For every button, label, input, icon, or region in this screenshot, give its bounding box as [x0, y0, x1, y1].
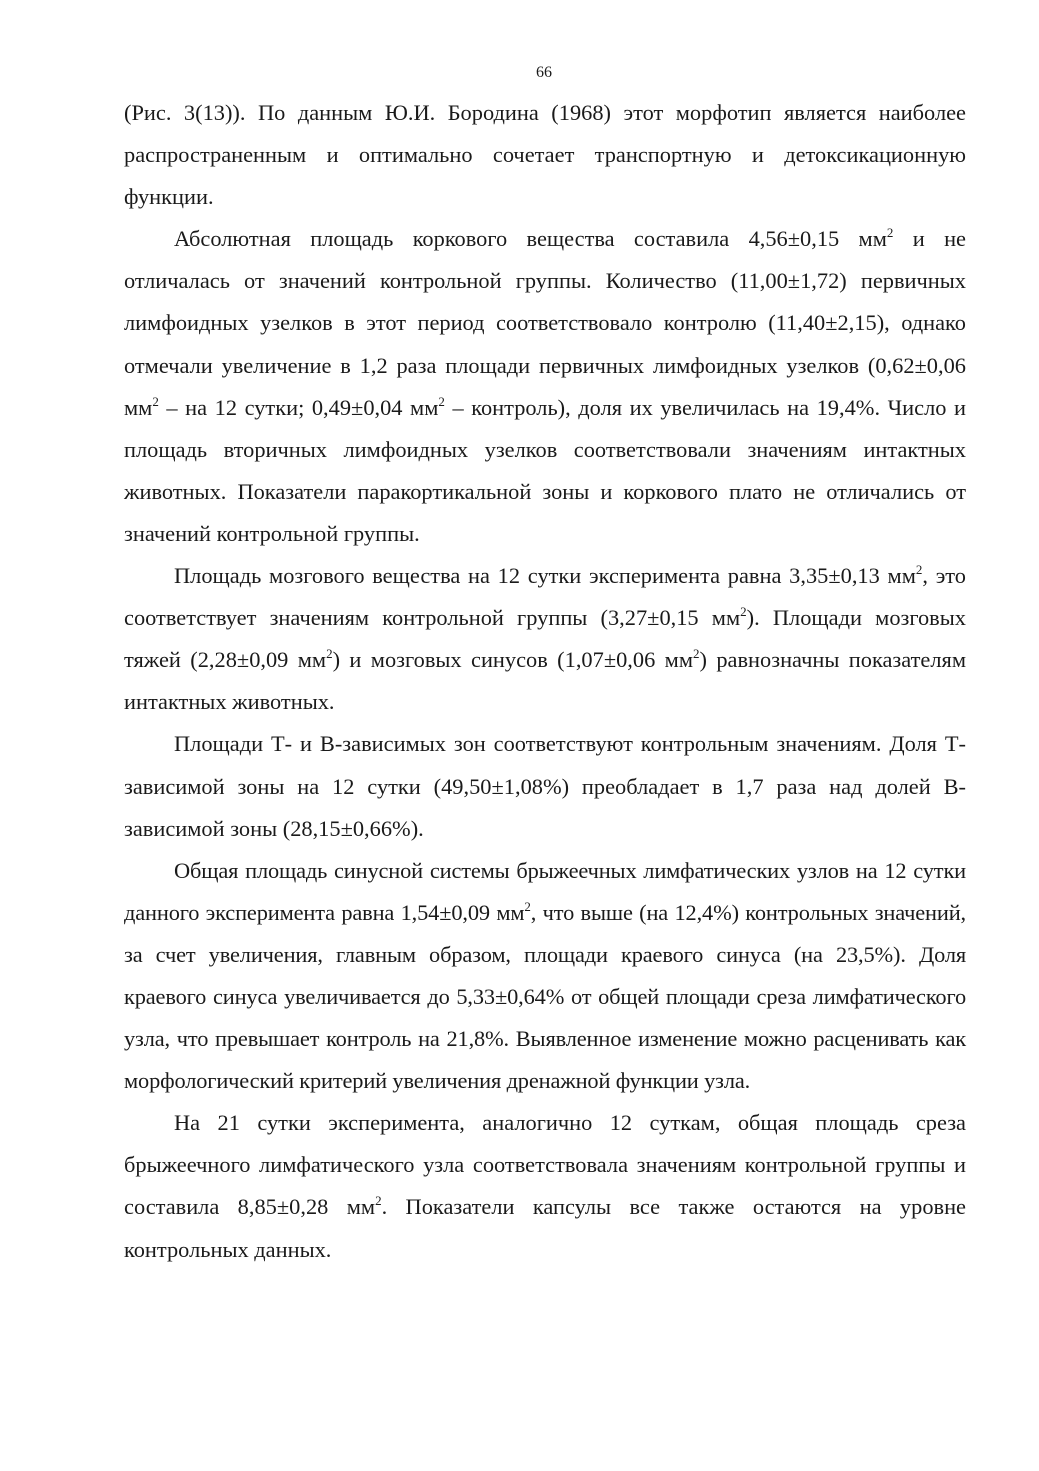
paragraph: (Рис. 3(13)). По данным Ю.И. Бородина (1968) этот морфотип является наиболее распространенным и оптимально сочетает транспортную и детоксикационную функции. — [124, 100, 966, 210]
superscript: 2 — [375, 1193, 382, 1209]
document-body — [124, 92, 966, 1271]
superscript: 2 — [886, 225, 894, 241]
paragraph: Площади Т- и В-зависимых зон соответствуют контрольным значениям. Доля Т-зависимой зоны на 12 сутки (49,50±1,08%) преобладает в 1,7 раза над долей В-зависимой зоны (28,15±0,66%). — [124, 731, 966, 841]
superscript: 2 — [915, 562, 923, 578]
paragraph: Общая площадь синусной системы брыжеечных лимфатических узлов на 12 сутки данного эксперимента равна 1,54±0,09 $мм^2$, что выше (на 12,4%) контрольных значений, за счет увеличения, главным образом, площади краевого синуса (на 23,5%). Доля краевого синуса увеличивается до 5,33±0,64% от общей площади среза лимфатического узла, что превышает контроль на 21,8%. Выявленное изменение можно расценивать как морфологический критерий увеличения дренажной функции узла. — [124, 857, 967, 1094]
paragraph: На 21 сутки эксперимента, аналогично 12 суткам, общая площадь среза брыжеечного лимфатического узла соответствовала значениям контрольной группы и составила 8,85±0,28 $мм^2$. Показатели капсулы все также остаются на уровне контрольных данных. — [124, 1110, 967, 1262]
paragraph: Абсолютная площадь коркового вещества составила 4,56±0,15 $мм^2$ и не отличалась от значений контрольной группы. Количество (11,00±1,72) первичных лимфоидных узелков в этот период соответствовало контролю (11,40±2,15), однако отмечали увеличение в 1,2 раза площади первичных лимфоидных узелков (0,62±0,06 $мм^2$ – на 12 сутки; 0,49±0,04 $мм^2$ – контроль), доля их увеличилась на 19,4%. Число и площадь вторичных лимфоидных узелков соответствовали значениям интактных животных. Показатели паракортикальной зоны и коркового плато не отличались от значений контрольной группы. — [124, 225, 966, 546]
superscript: 2 — [152, 393, 159, 409]
superscript: 2 — [524, 898, 531, 914]
page-number: 66 — [536, 64, 552, 81]
superscript: 2 — [693, 646, 700, 662]
superscript: 2 — [438, 393, 445, 409]
superscript: 2 — [740, 604, 747, 620]
superscript: 2 — [326, 646, 333, 662]
paragraph: Площадь мозгового вещества на 12 сутки эксперимента равна 3,35±0,13 $мм^2$, это соответствует значениям контрольной группы (3,27±0,15 $мм^2$). Площади мозговых тяжей (2,28±0,09 $мм^2$) и мозговых синусов (1,07±0,06 $мм^2$) равнозначны показателям интактных животных. — [124, 562, 966, 715]
